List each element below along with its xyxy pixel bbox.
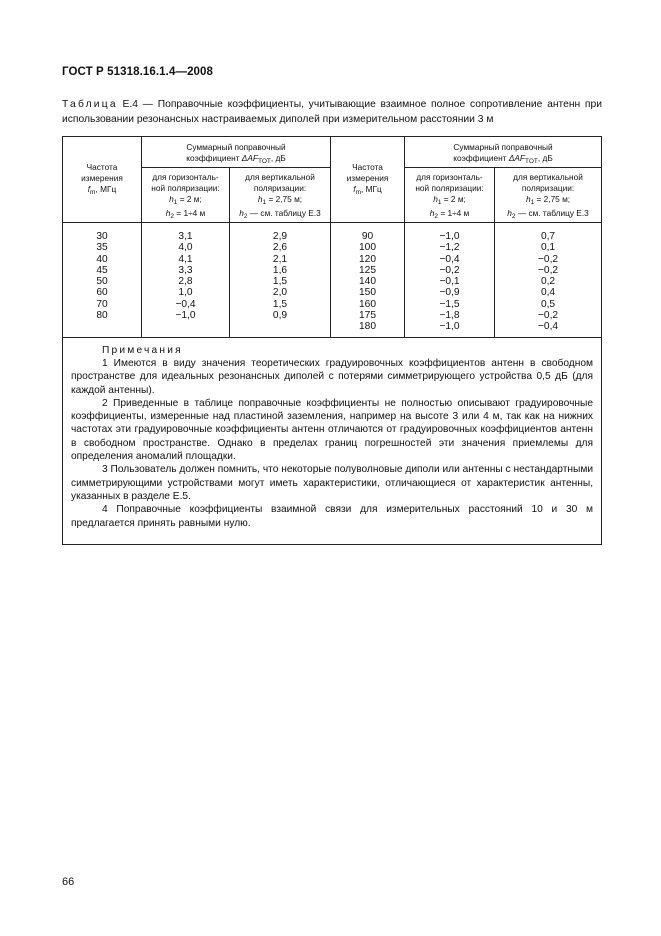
table-cell-value: −1,5 [439,298,460,310]
h2-symbol: h [507,208,512,218]
page-number: 66 [62,876,75,888]
notes-cell [63,337,602,544]
freq-header-line1: Частота [352,161,383,172]
table-cell-value: 140 [359,276,377,288]
table-cell-value: 90 [361,231,374,242]
vertical-line1: для вертикальной [513,172,583,182]
table-cell-value: 3,1 [178,231,193,242]
table-cell-value: 50 [96,276,108,288]
group-header-left [142,137,331,168]
h2-subscript: 2 [511,213,516,220]
h1-value: = 2 м; [177,194,202,204]
table-cell-value: 2,0 [272,287,288,299]
table-cell-value: 45 [96,264,108,276]
table-cell-value: 2,9 [272,231,288,242]
table-cell-value: −0,2 [537,253,559,265]
horizontal-h1 [405,194,494,208]
table-cell-value: 1,5 [272,298,288,310]
delta-symbol: ΔAF [508,153,525,163]
vertical-line1: для вертикальной [245,172,315,182]
h2-subscript: 2 [170,213,174,220]
vertical-header-left [230,168,331,223]
vertical-line2: поляризации: [521,183,575,193]
freq-symbol: f [87,183,91,194]
vertical-h1 [230,194,330,208]
h1-value: = 2 м; [441,194,466,204]
table-cell-value: 0,1 [540,242,556,254]
h1-symbol: h [433,194,438,204]
note-4: 4 Поправочные коэффициенты взаимной связи для измерительных расстояний 10 и 30 м предлагается принять равными нулю. [71,504,594,529]
table-cell-value: −1,8 [439,310,460,322]
notes-title: Примечания [102,344,183,356]
right-freq-column [331,223,405,338]
h1-symbol: h [525,194,531,204]
table-cell-value: 2,6 [272,242,288,254]
h1-subscript: 1 [173,199,178,206]
table-cell-value: 0,5 [540,298,556,310]
group-header-line1: Суммарный поправочный [186,142,286,152]
delta-symbol: ΔAF [241,153,258,163]
table-cell-value: 0,2 [540,276,556,288]
note-2: 2 Приведенные в таблице поправочные коэффициенты не полностью описывают градуировочные коэффициенты, измеренные над пластиной заземления, например на высоте 3 или 4 м, так как на нижних частотах эти градуировочные коэффициенты антенн отличаются от градуировочных коэффициентов антенн в свободном пространстве. Однако в пределах границ погрешностей эти значения приемлемы для определения аномалий площадки. [71,397,594,463]
h2-symbol: h [239,208,244,218]
table-cell-value: 0,9 [272,310,288,322]
h2-symbol: h [429,208,435,218]
horizontal-h2 [405,208,494,222]
freq-unit: , МГц [360,183,382,194]
h1-subscript: 1 [530,199,535,206]
table-cell-value: −1,0 [439,231,460,242]
table-cell-value: 40 [96,253,108,265]
freq-header-line2: измерения [81,172,123,183]
group-header-line2 [405,153,601,167]
group-header-line1: Суммарный поправочный [453,142,553,152]
group-header-unit: , дБ [537,153,553,163]
table-cell-value: 2,8 [178,276,193,288]
data-row [63,223,602,338]
freq-header-line1: Частота [86,161,118,172]
horizontal-header-right [405,168,495,223]
horizontal-line1: для горизонталь- [416,172,483,182]
table-cell-value: 125 [359,264,377,276]
table-cell-value: 3,3 [178,264,193,276]
table-cell-value: 4,1 [178,253,193,265]
vertical-line2: поляризации: [253,183,307,193]
group-header-unit: , дБ [270,153,286,163]
table-cell-value: 80 [96,310,108,322]
freq-subscript: m [90,188,96,196]
vertical-h1 [495,194,601,208]
table-cell-value: 175 [359,310,377,322]
h1-subscript: 1 [262,199,267,206]
freq-header-left [63,137,142,223]
h1-symbol: h [169,194,174,204]
table-cell-value: −0,2 [439,264,460,276]
group-header-line2 [142,153,330,167]
horizontal-h1 [142,194,229,208]
delta-subscript: TOT [524,158,538,165]
h2-subscript: 2 [434,213,439,220]
horizontal-line2: ной поляризации: [151,183,220,193]
freq-header-right [331,137,405,223]
table-cell-value: −1,0 [439,321,460,333]
left-vertical-column [230,223,331,338]
horizontal-line1: для горизонталь- [152,172,219,182]
document-header: ГОСТ Р 51318.16.1.4—2008 [62,66,214,78]
table-cell-value: −0,4 [537,321,559,333]
note-3: 3 Пользователь должен помнить, что некоторые полуволновые диполи или антенны с нестандартными симметрирующими устройствами могут иметь характеристики, отличающиеся от характеристик антенны, указанных в разделе Е.5. [71,464,594,502]
correction-table [62,136,602,545]
h2-value: — см. таблицу Е.3 [247,208,321,218]
h1-subscript: 1 [437,199,442,206]
table-cell-value: −1,0 [175,310,196,322]
table-cell-value: 0,7 [540,231,556,242]
freq-header-line3 [63,184,141,198]
vertical-h2 [495,208,601,222]
h1-symbol: h [257,194,263,204]
vertical-h2 [230,208,330,222]
table-cell-value: 180 [359,321,377,333]
table-cell-value: 150 [359,287,377,299]
table-cell-value: −0,2 [537,264,559,276]
table-cell-value: 4,0 [178,242,193,254]
caption-text: Е.4 — Поправочные коэффициенты, учитывающие взаимное полное сопротивление антенн при использовании резонансных настраиваемых диполей при измерительном расстоянии 3 м [62,99,602,125]
h2-subscript: 2 [243,213,248,220]
horizontal-h2 [142,208,229,222]
table-cell-value: 2,1 [272,253,288,265]
h2-value: = 1÷4 м [174,208,206,218]
caption-label: Таблица [62,99,118,110]
left-freq-column [63,223,142,338]
freq-symbol: f [353,183,356,194]
table-cell-value: −0,4 [439,253,460,265]
h2-value: = 1÷4 м [438,208,470,218]
vertical-header-right [495,168,602,223]
table-cell-value: 100 [359,242,377,254]
table-cell-value: −1,2 [439,242,460,254]
table-cell-value: −0,2 [537,310,559,322]
h2-symbol: h [165,208,171,218]
table-cell-value: 120 [359,253,377,265]
table-cell-value: 1,6 [272,264,288,276]
note-1: 1 Имеются в виду значения теоретических градуировочных коэффициентов антенн в свободном пространстве для идеальных резонансных диполей с потерями симметрирующего устройства 0,5 дБ (для каждой антенны). [71,357,594,396]
table-cell-value: 0,4 [540,287,556,299]
freq-unit: , МГц [95,183,117,194]
right-vertical-column [495,223,602,338]
table-cell-value: 1,0 [178,287,193,299]
group-header-prefix: коэффициент [186,153,242,163]
table-cell-value: 35 [96,242,108,254]
right-horizontal-column [405,223,495,338]
freq-subscript: m [355,188,361,196]
table-cell-value: 1,5 [272,276,288,288]
table-cell-value: −0,9 [439,287,460,299]
horizontal-header-left [142,168,230,223]
group-header-prefix: коэффициент [453,153,509,163]
delta-subscript: TOT [257,158,271,165]
table-cell-value: −0,1 [439,276,460,288]
freq-header-line3 [331,184,404,198]
group-header-right [405,137,602,168]
table-cell-value: 70 [96,298,108,310]
table-cell-value: 160 [359,298,377,310]
table-cell-value: −0,4 [175,298,196,310]
freq-header-line2: измерения [346,172,389,183]
left-horizontal-column [142,223,230,338]
h1-value: = 2,75 м; [534,194,571,204]
table-cell-value: 30 [96,231,108,242]
h1-value: = 2,75 м; [266,194,303,204]
table-cell-value: 60 [96,287,108,299]
table-caption [62,97,602,127]
horizontal-line2: ной поляризации: [415,183,484,193]
h2-value: — см. таблицу Е.3 [515,208,589,218]
